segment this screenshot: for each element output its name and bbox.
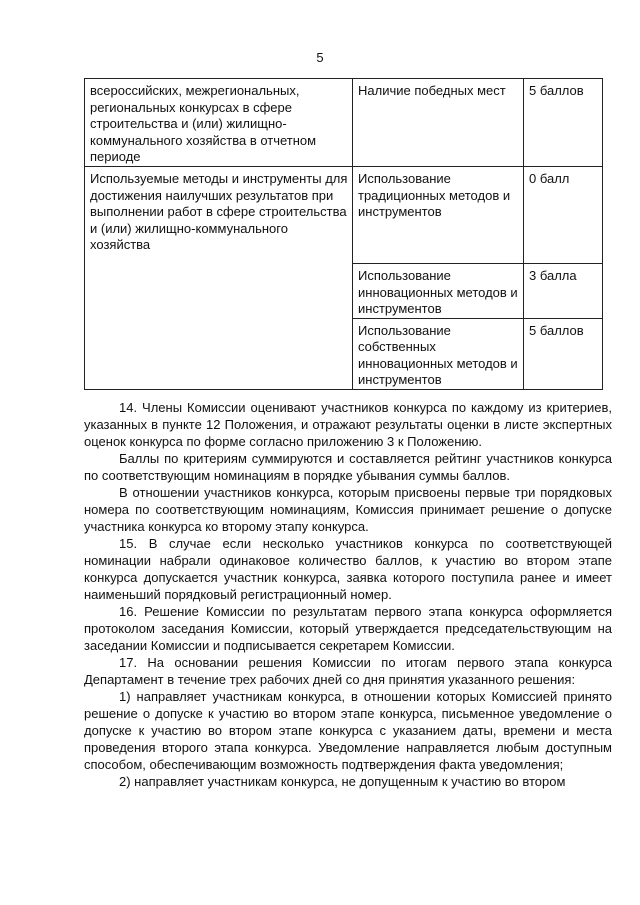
paragraph-admission: В отношении участников конкурса, которым присвоены первые три порядковых номера по соответствующим номинациям, Комиссия принимает решение о допуске участника конкурса ко второму этапу конкурса. [84,485,612,534]
subcriterion-cell: Использование традиционных методов и инструментов [353,167,524,264]
paragraph-16: 16. Решение Комиссии по результатам первого этапа конкурса оформляется протоколом заседания Комиссии, который утверждается председательствующим на заседании Комиссии и подписывается секретарем Комиссии. [84,604,612,653]
subcriterion-cell: Использование собственных инновационных методов и инструментов [353,318,524,389]
table-row [85,167,603,264]
score-cell: 5 баллов [524,79,603,167]
subcriterion-cell: Наличие победных мест [353,79,524,167]
table-row [85,79,603,167]
paragraph-17-item-2: 2) направляет участникам конкурса, не допущенным к участию во втором [119,774,566,789]
paragraph-17: 17. На основании решения Комиссии по итогам первого этапа конкурса Департамент в течение трех рабочих дней со дня принятия указанного решения: [84,655,612,687]
criteria-table [84,78,603,390]
body-text [84,399,612,790]
score-cell: 3 балла [524,264,603,319]
paragraph-scores-summary: Баллы по критериям суммируются и составляется рейтинг участников конкурса по соответствующим номинациям в порядке убывания суммы баллов. [84,451,612,483]
score-cell: 5 баллов [524,318,603,389]
criterion-cell: Используемые методы и инструменты для достижения наилучших результатов при выполнении работ в сфере строительства и (или) жилищно-коммунального хозяйства [85,167,353,390]
paragraph-15: 15. В случае если несколько участников конкурса по соответствующей номинации набрали одинаковое количество баллов, к участию во втором этапе конкурса допускается участник конкурса, заявка которого поступила ранее и имеет наименьший порядковый регистрационный номер. [84,536,612,602]
score-cell: 0 балл [524,167,603,264]
subcriterion-cell: Использование инновационных методов и инструментов [353,264,524,319]
paragraph-17-item-1: 1) направляет участникам конкурса, в отношении которых Комиссией принято решение о допуске к участию во втором этапе конкурса, письменное уведомление о допуске к участию во втором этапе конкурса с указанием даты, времени и места проведения второго этапа конкурса. Уведомление направляется любым доступным способом, обеспечивающим возможность подтверждения факта уведомления; [84,689,612,772]
criterion-cell: всероссийских, межрегиональных, региональных конкурсах в сфере строительства и (или) жилищно-коммунального хозяйства в отчетном периоде [85,79,353,167]
paragraph-14: 14. Члены Комиссии оценивают участников конкурса по каждому из критериев, указанных в пункте 12 Положения, и отражают результаты оценки в листе экспертных оценок конкурса по форме согласно приложению 3 к Положению. [84,400,612,449]
page-number: 5 [316,50,324,65]
